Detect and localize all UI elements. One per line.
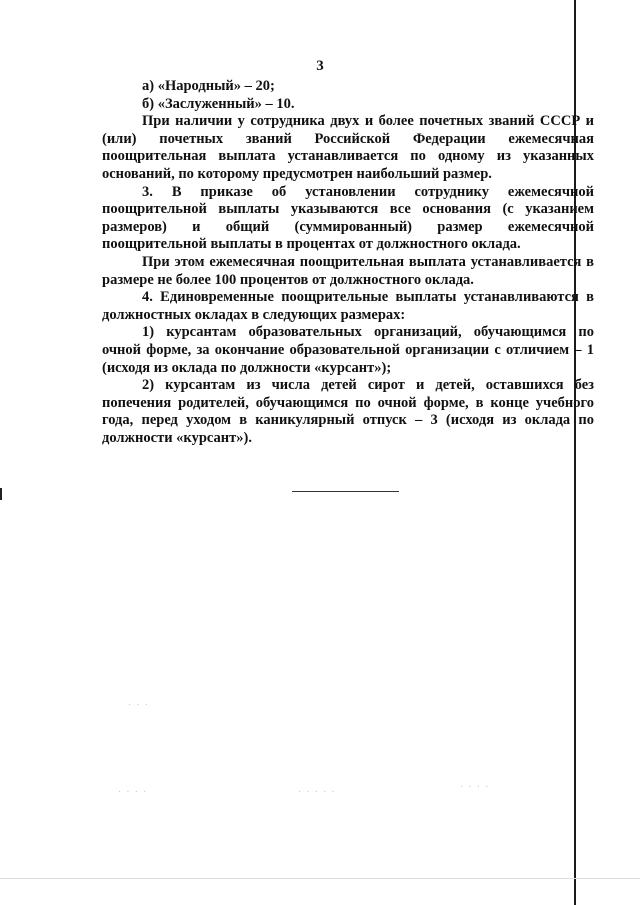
- list-item-a: а) «Народный» – 20;: [142, 78, 275, 94]
- paragraph-multiple-titles: При наличии у сотрудника двух и более почетных званий СССР и (или) почетных званий Российской Федерации ежемесячная поощрительная выплата устанавливается по одному из указанных оснований, по которому предусмотрен наибольший размер.: [102, 113, 594, 182]
- end-separator: [292, 491, 399, 492]
- bottom-edge: [0, 878, 640, 879]
- document-body: [102, 78, 594, 447]
- paragraph-4-one-time: 4. Единовременные поощрительные выплаты устанавливаются в должностных окладах в следующих размерах:: [102, 289, 594, 323]
- paragraph-limit: При этом ежемесячная поощрительная выплата устанавливается в размере не более 100 процентов от должностного оклада.: [102, 253, 594, 288]
- list-item-1: 1) курсантам образовательных организаций, обучающимся по очной форме, за окончание образовательной организации с отличием – 1 (исходя из оклада по должности «курсант»);: [102, 324, 594, 376]
- paragraph-3-order: 3. В приказе об установлении сотруднику ежемесячной поощрительной выплаты указываются все основания (с указанием размеров) и общий (суммированный) размер ежемесячной поощрительной выплаты в процентах от должностного оклада.: [102, 183, 594, 253]
- bleed-through-mark: · · · ·: [118, 787, 148, 798]
- margin-tick: [0, 488, 2, 500]
- bleed-through-mark: · · · ·: [460, 782, 490, 793]
- list-item-b: б) «Заслуженный» – 10.: [142, 95, 295, 112]
- bleed-through-mark: · · ·: [128, 700, 149, 711]
- list-item-2: 2) курсантам из числа детей сирот и детей, оставшихся без попечения родителей, обучающимся по очной форме, в конце учебного года, перед уходом в каникулярный отпуск – 3 (исходя из оклада по должности «курсант»).: [102, 377, 594, 446]
- page-number: 3: [316, 58, 324, 74]
- bleed-through-mark: · · · · ·: [298, 787, 336, 798]
